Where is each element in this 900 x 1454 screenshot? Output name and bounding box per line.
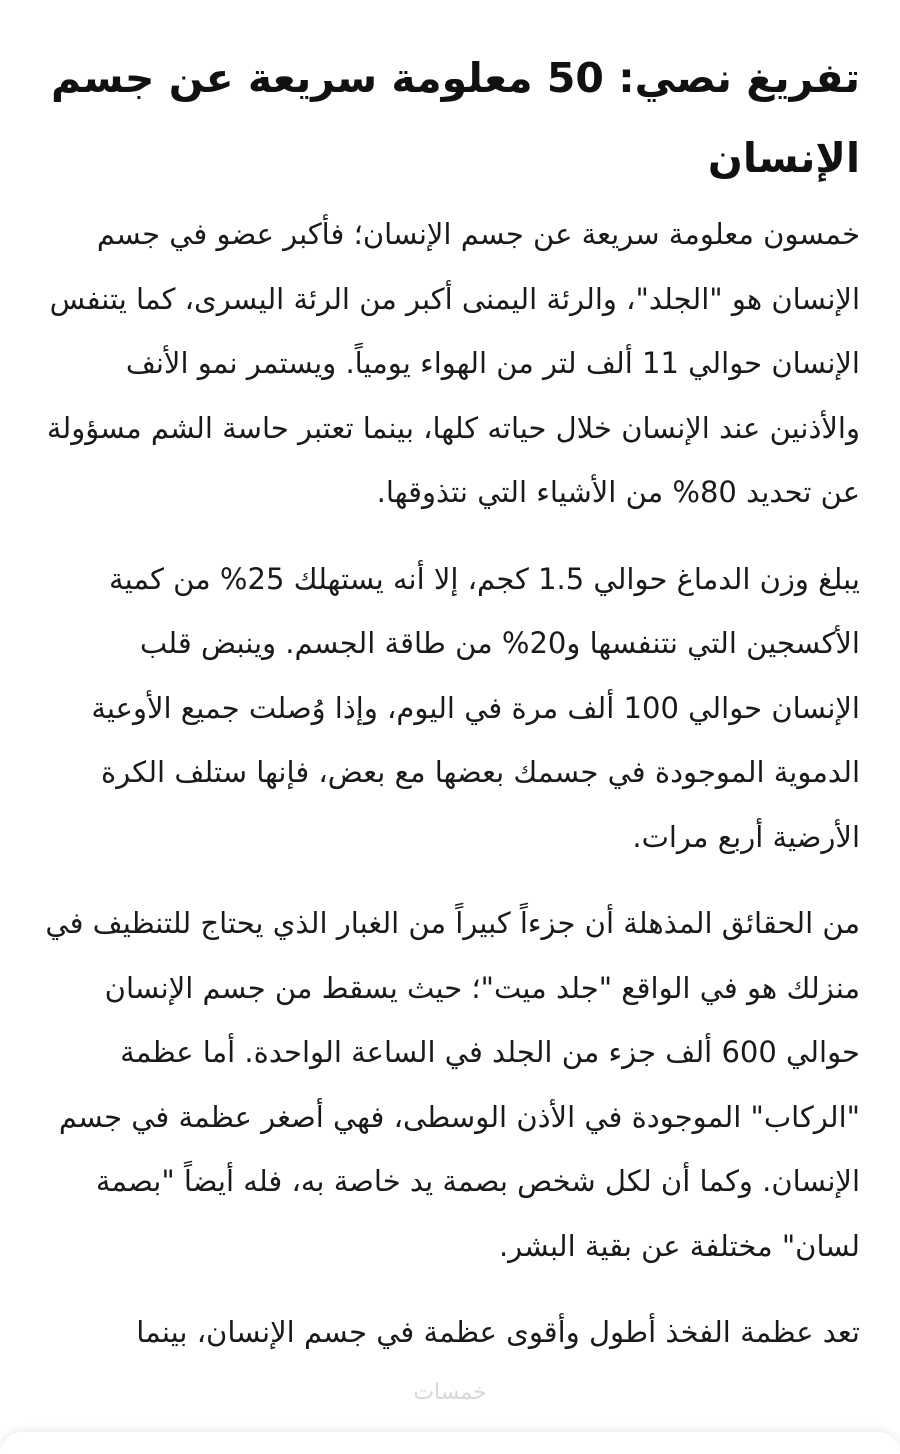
article-paragraph-1: خمسون معلومة سريعة عن جسم الإنسان؛ فأكبر عضو في جسم الإنسان هو "الجلد"، والرئة اليمنى أكبر من الرئة اليسرى، كما يتنفس الإنسان حوالي 11 ألف لتر من الهواء يومياً. ويستمر نمو الأنف والأذنين عند الإنسان خلال حياته كلها، بينما تعتبر حاسة الشم مسؤولة عن تحديد 80% من الأشياء التي نتذوقها. [46, 217, 860, 509]
article-paragraph-3: من الحقائق المذهلة أن جزءاً كبيراً من الغبار الذي يحتاج للتنظيف في منزلك هو في الواقع "جلد ميت"؛ حيث يسقط من جسم الإنسان حوالي 600 ألف جزء من الجلد في الساعة الواحدة. أما عظمة "الركاب" الموجودة في الأذن الوسطى، فهي أصغر عظمة في جسم الإنسان. وكما أن لكل شخص بصمة يد خاصة به، فله أيضاً "بصمة لسان" مختلفة عن بقية البشر. [45, 906, 860, 1263]
article-paragraph-2: يبلغ وزن الدماغ حوالي 1.5 كجم، إلا أنه يستهلك 25% من كمية الأكسجين التي نتنفسها و20% من طاقة الجسم. وينبض قلب الإنسان حوالي 100 ألف مرة في اليوم، وإذا وُصلت جميع الأوعية الدموية الموجودة في جسمك بعضها مع بعض، فإنها ستلف الكرة الأرضية أربع مرات. [91, 561, 860, 854]
watermark-text: خمسات [413, 1380, 487, 1405]
article-paragraph-4: تعد عظمة الفخذ أطول وأقوى عظمة في جسم الإنسان، بينما [136, 1315, 860, 1349]
article-title: تفريغ نصي: 50 معلومة سريعة عن جسم الإنسان [51, 54, 860, 182]
bottom-sheet-edge[interactable] [0, 1432, 900, 1454]
